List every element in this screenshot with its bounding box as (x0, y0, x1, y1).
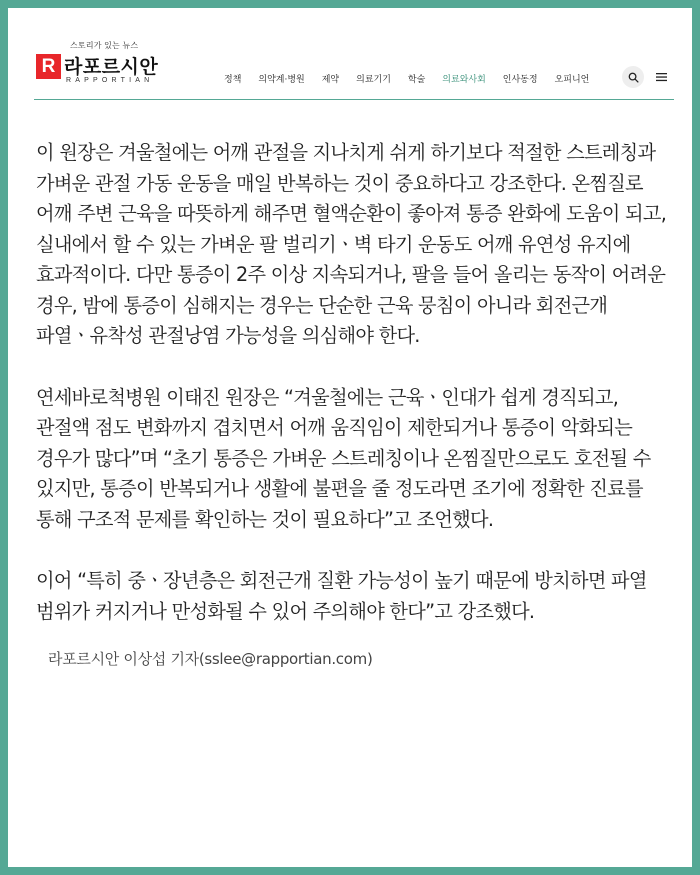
article-byline: 라포르시안 이상섭 기자(sslee@rapportian.com) (48, 650, 373, 668)
site-header (34, 36, 674, 100)
site-logo[interactable] (34, 40, 194, 88)
main-nav (224, 72, 606, 85)
article-paragraph: 이 원장은 겨울철에는 어깨 관절을 지나치게 쉬게 하기보다 적절한 스트레칭과 가벼운 관절 가동 운동을 매일 반복하는 것이 중요하다고 강조한다. 온찜질로 어깨 주변 근육을 따뜻하게 해주면 혈액순환이 좋아져 통증 완화에 도움이 되고, 실내에서 할 수 있는 가벼운 팔 벌리기ㆍ벽 타기 운동도 어깨 유연성 유지에 효과적이다. 다만 통증이 2주 이상 지속되거나, 팔을 들어 올리는 동작이 어려운 경우, 밤에 통증이 심해지는 경우는 단순한 근육 뭉침이 아니라 회전근개 파열ㆍ유착성 관절낭염 가능성을 의심해야 한다. (36, 141, 667, 347)
menu-button[interactable] (653, 69, 669, 85)
article-body (36, 138, 672, 658)
logo-mark: R (36, 54, 61, 79)
article-paragraph: 이어 “특히 중ㆍ장년층은 회전근개 질환 가능성이 높기 때문에 방치하면 파열 범위가 커지거나 만성화될 수 있어 주의해야 한다”고 강조했다. (36, 569, 647, 623)
nav-item-medicine-society[interactable]: 의료와사회 (442, 75, 486, 85)
search-button[interactable] (622, 66, 644, 88)
logo-name-en: RAPPORTIAN (66, 77, 154, 84)
article-card (8, 8, 692, 867)
nav-item-personnel[interactable]: 인사동정 (502, 75, 538, 85)
hamburger-menu-icon (656, 72, 667, 82)
nav-item-policy[interactable]: 정책 (224, 75, 242, 85)
nav-item-pharmaceutical[interactable]: 제약 (321, 75, 340, 85)
logo-tagline: 스토리가 있는 뉴스 (70, 41, 139, 50)
nav-item-medical-devices[interactable]: 의료기기 (356, 75, 391, 85)
nav-item-opinion[interactable]: 오피니언 (554, 75, 590, 85)
logo-name: 라포르시안 (64, 56, 159, 78)
article-paragraph: 연세바로척병원 이태진 원장은 “겨울철에는 근육ㆍ인대가 쉽게 경직되고, 관절액 점도 변화까지 겹치면서 어깨 움직임이 제한되거나 통증이 악화되는 경우가 많다”며 “초기 통증은 가벼운 스트레칭이나 온찜질만으로도 호전될 수 있지만, 통증이 반복되거나 생활에 불편을 줄 정도라면 조기에 정확한 진료를 통해 구조적 문제를 확인하는 것이 필요하다”고 조언했다. (36, 385, 651, 531)
nav-item-pharma-hospital[interactable]: 의약계·병원 (258, 75, 305, 85)
search-icon (628, 72, 639, 83)
nav-item-academic[interactable]: 학술 (407, 75, 426, 85)
